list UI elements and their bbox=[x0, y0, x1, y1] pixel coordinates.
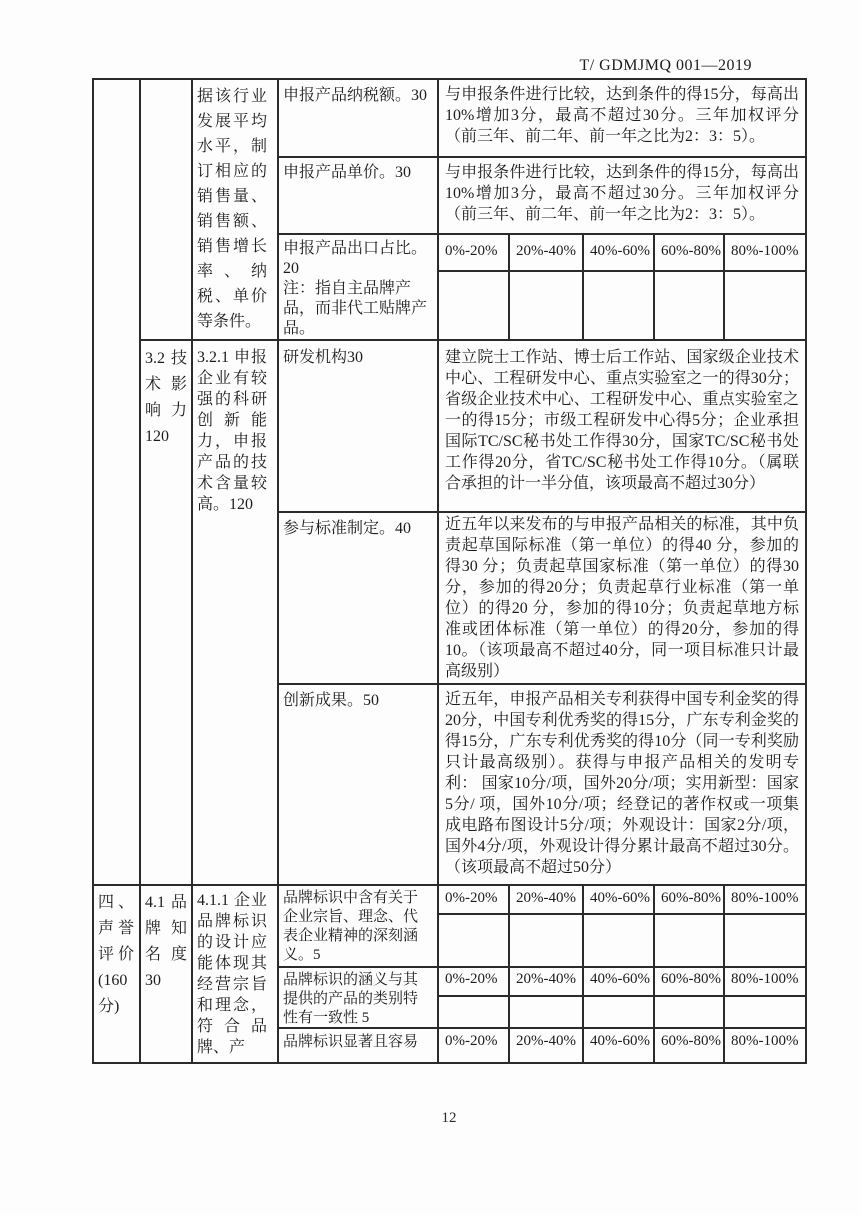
percent-range-cell: 0%-20% bbox=[445, 971, 498, 987]
indicator-label: 申报产品出口占比。20 bbox=[283, 240, 428, 277]
table-line bbox=[92, 78, 94, 1064]
indicator-cell: 参与标准制定。40 bbox=[283, 520, 412, 537]
percent-range-cell: 80%-100% bbox=[731, 890, 799, 906]
table-line bbox=[92, 78, 807, 80]
table-line bbox=[277, 511, 807, 513]
subclause-code-cell: 4.1 品牌知名度30 bbox=[145, 894, 187, 989]
standard-code-header: T/ GDMJMQ 001—2019 bbox=[579, 57, 752, 74]
percent-range-cell: 20%-40% bbox=[516, 971, 576, 987]
table-line bbox=[805, 78, 807, 1064]
page-number: 12 bbox=[441, 1110, 457, 1126]
table-line bbox=[437, 995, 807, 997]
scoring-cell: 与申报条件进行比较，达到条件的得15分，每高出10%增加3分，最高不超过30分。三年加权评分（前三年、前二年、前一年之比为2：3：5）。 bbox=[445, 164, 799, 223]
percent-range-cell: 0%-20% bbox=[445, 1033, 498, 1049]
table-line bbox=[92, 1062, 807, 1064]
percent-range-cell: 20%-40% bbox=[516, 243, 576, 259]
percent-range-cell: 40%-60% bbox=[590, 890, 650, 906]
criteria-cell: 据该行业发展平均水平，制订相应的销售量、销售额、销售增长率、纳税、单价等条件。 bbox=[197, 88, 267, 330]
table-line bbox=[92, 884, 807, 886]
scoring-cell: 建立院士工作站、博士后工作站、国家级企业技术中心、工程研发中心、重点实验室之一的得30分；省级企业技术中心、工程研发中心、重点实验室之一的得15分；市级工程研发中心得5分；企业承担国际TC/SC秘书处工作得30分，国家TC/SC秘书处工作得20分，省TC/SC秘书处工作得10分。（属联合承担的计一半分值，该项最高不超过30分） bbox=[445, 349, 799, 492]
table-line bbox=[139, 78, 141, 1064]
table-line bbox=[277, 966, 807, 968]
indicator-cell: 创新成果。50 bbox=[283, 692, 380, 709]
table-line bbox=[139, 339, 807, 341]
percent-range-cell: 60%-80% bbox=[661, 243, 721, 259]
criteria-cell: 4.1.1 企业品牌标识的设计应能体现其经营宗旨和理念，符合品牌、产 bbox=[197, 892, 267, 1056]
indicator-cell: 申报产品单价。30 bbox=[283, 164, 412, 181]
percent-range-cell: 40%-60% bbox=[590, 243, 650, 259]
table-line bbox=[437, 270, 807, 272]
percent-range-cell: 0%-20% bbox=[445, 243, 498, 259]
percent-range-cell: 80%-100% bbox=[731, 971, 799, 987]
scoring-cell: 近五年，申报产品相关专利获得中国专利金奖的得20分，中国专利优秀奖的得15分，广东专利金奖的得15分，广东专利优秀奖的得10分（同一专利奖励只计最高级别）。获得与申报产品相关的发明专利： 国家10分/项，国外20分/项；实用新型：国家5分/ 项，国外10分/项；经登记的著作权或一项集成电路布图设计5分/项；外观设计：国家2分/项，国外4分/项，外观设计得分累计最高不超过30分。（该项最高不超过50分） bbox=[445, 691, 799, 876]
scoring-cell: 近五年以来发布的与申报产品相关的标准，其中负责起草国际标准（第一单位）的得40 分，参加的得30 分；负责起草国家标准（第一单位）的得30分，参加的得20分；负责起草行业标准（第一单位）的得20 分，参加的得10分；负责起草地方标准或团体标准（第一单位）的得20分，参加的得10。（该项最高不超过40分，同一项目标准只计最高级别） bbox=[445, 516, 799, 680]
table-line bbox=[191, 78, 193, 1064]
indicator-cell bbox=[283, 239, 431, 339]
indicator-note: 注：指自主品牌产品，而非代工贴牌产品。 bbox=[283, 280, 428, 337]
percent-range-cell: 40%-60% bbox=[590, 971, 650, 987]
percent-range-cell: 20%-40% bbox=[516, 890, 576, 906]
percent-range-cell: 0%-20% bbox=[445, 890, 498, 906]
table-line bbox=[277, 233, 807, 235]
table-line bbox=[277, 683, 807, 685]
indicator-cell: 品牌标识中含有关于企业宗旨、理念、代表企业精神的深刻涵义。5 bbox=[283, 890, 419, 963]
indicator-cell: 品牌标识的涵义与其提供的产品的类别特性有一致性 5 bbox=[283, 972, 419, 1026]
indicator-cell: 研发机构30 bbox=[283, 349, 364, 366]
percent-range-cell: 40%-60% bbox=[590, 1033, 650, 1049]
table-line bbox=[437, 913, 807, 915]
percent-range-cell: 60%-80% bbox=[661, 890, 721, 906]
scoring-cell: 与申报条件进行比较，达到条件的得15分，每高出10%增加3分，最高不超过30分。三年加权评分（前三年、前二年、前一年之比为2：3：5）。 bbox=[445, 86, 799, 145]
criteria-cell: 3.2.1 申报企业有较强的科研创新能力，申报产品的技术含量较高。120 bbox=[197, 349, 267, 513]
percent-range-cell: 60%-80% bbox=[661, 1033, 721, 1049]
table-line bbox=[277, 156, 807, 158]
percent-range-cell: 80%-100% bbox=[731, 243, 799, 259]
percent-range-cell: 20%-40% bbox=[516, 1033, 576, 1049]
indicator-cell: 品牌标识显著且容易 bbox=[283, 1034, 419, 1050]
table-line bbox=[437, 78, 439, 1064]
indicator-cell: 申报产品纳税额。30 bbox=[283, 87, 428, 104]
category-cell: 四、声誉评价(160分) bbox=[98, 894, 134, 1015]
subclause-code-cell: 3.2 技术影响力 120 bbox=[145, 350, 187, 445]
percent-range-cell: 60%-80% bbox=[661, 971, 721, 987]
percent-range-cell: 80%-100% bbox=[731, 1033, 799, 1049]
table-line bbox=[277, 78, 279, 1064]
